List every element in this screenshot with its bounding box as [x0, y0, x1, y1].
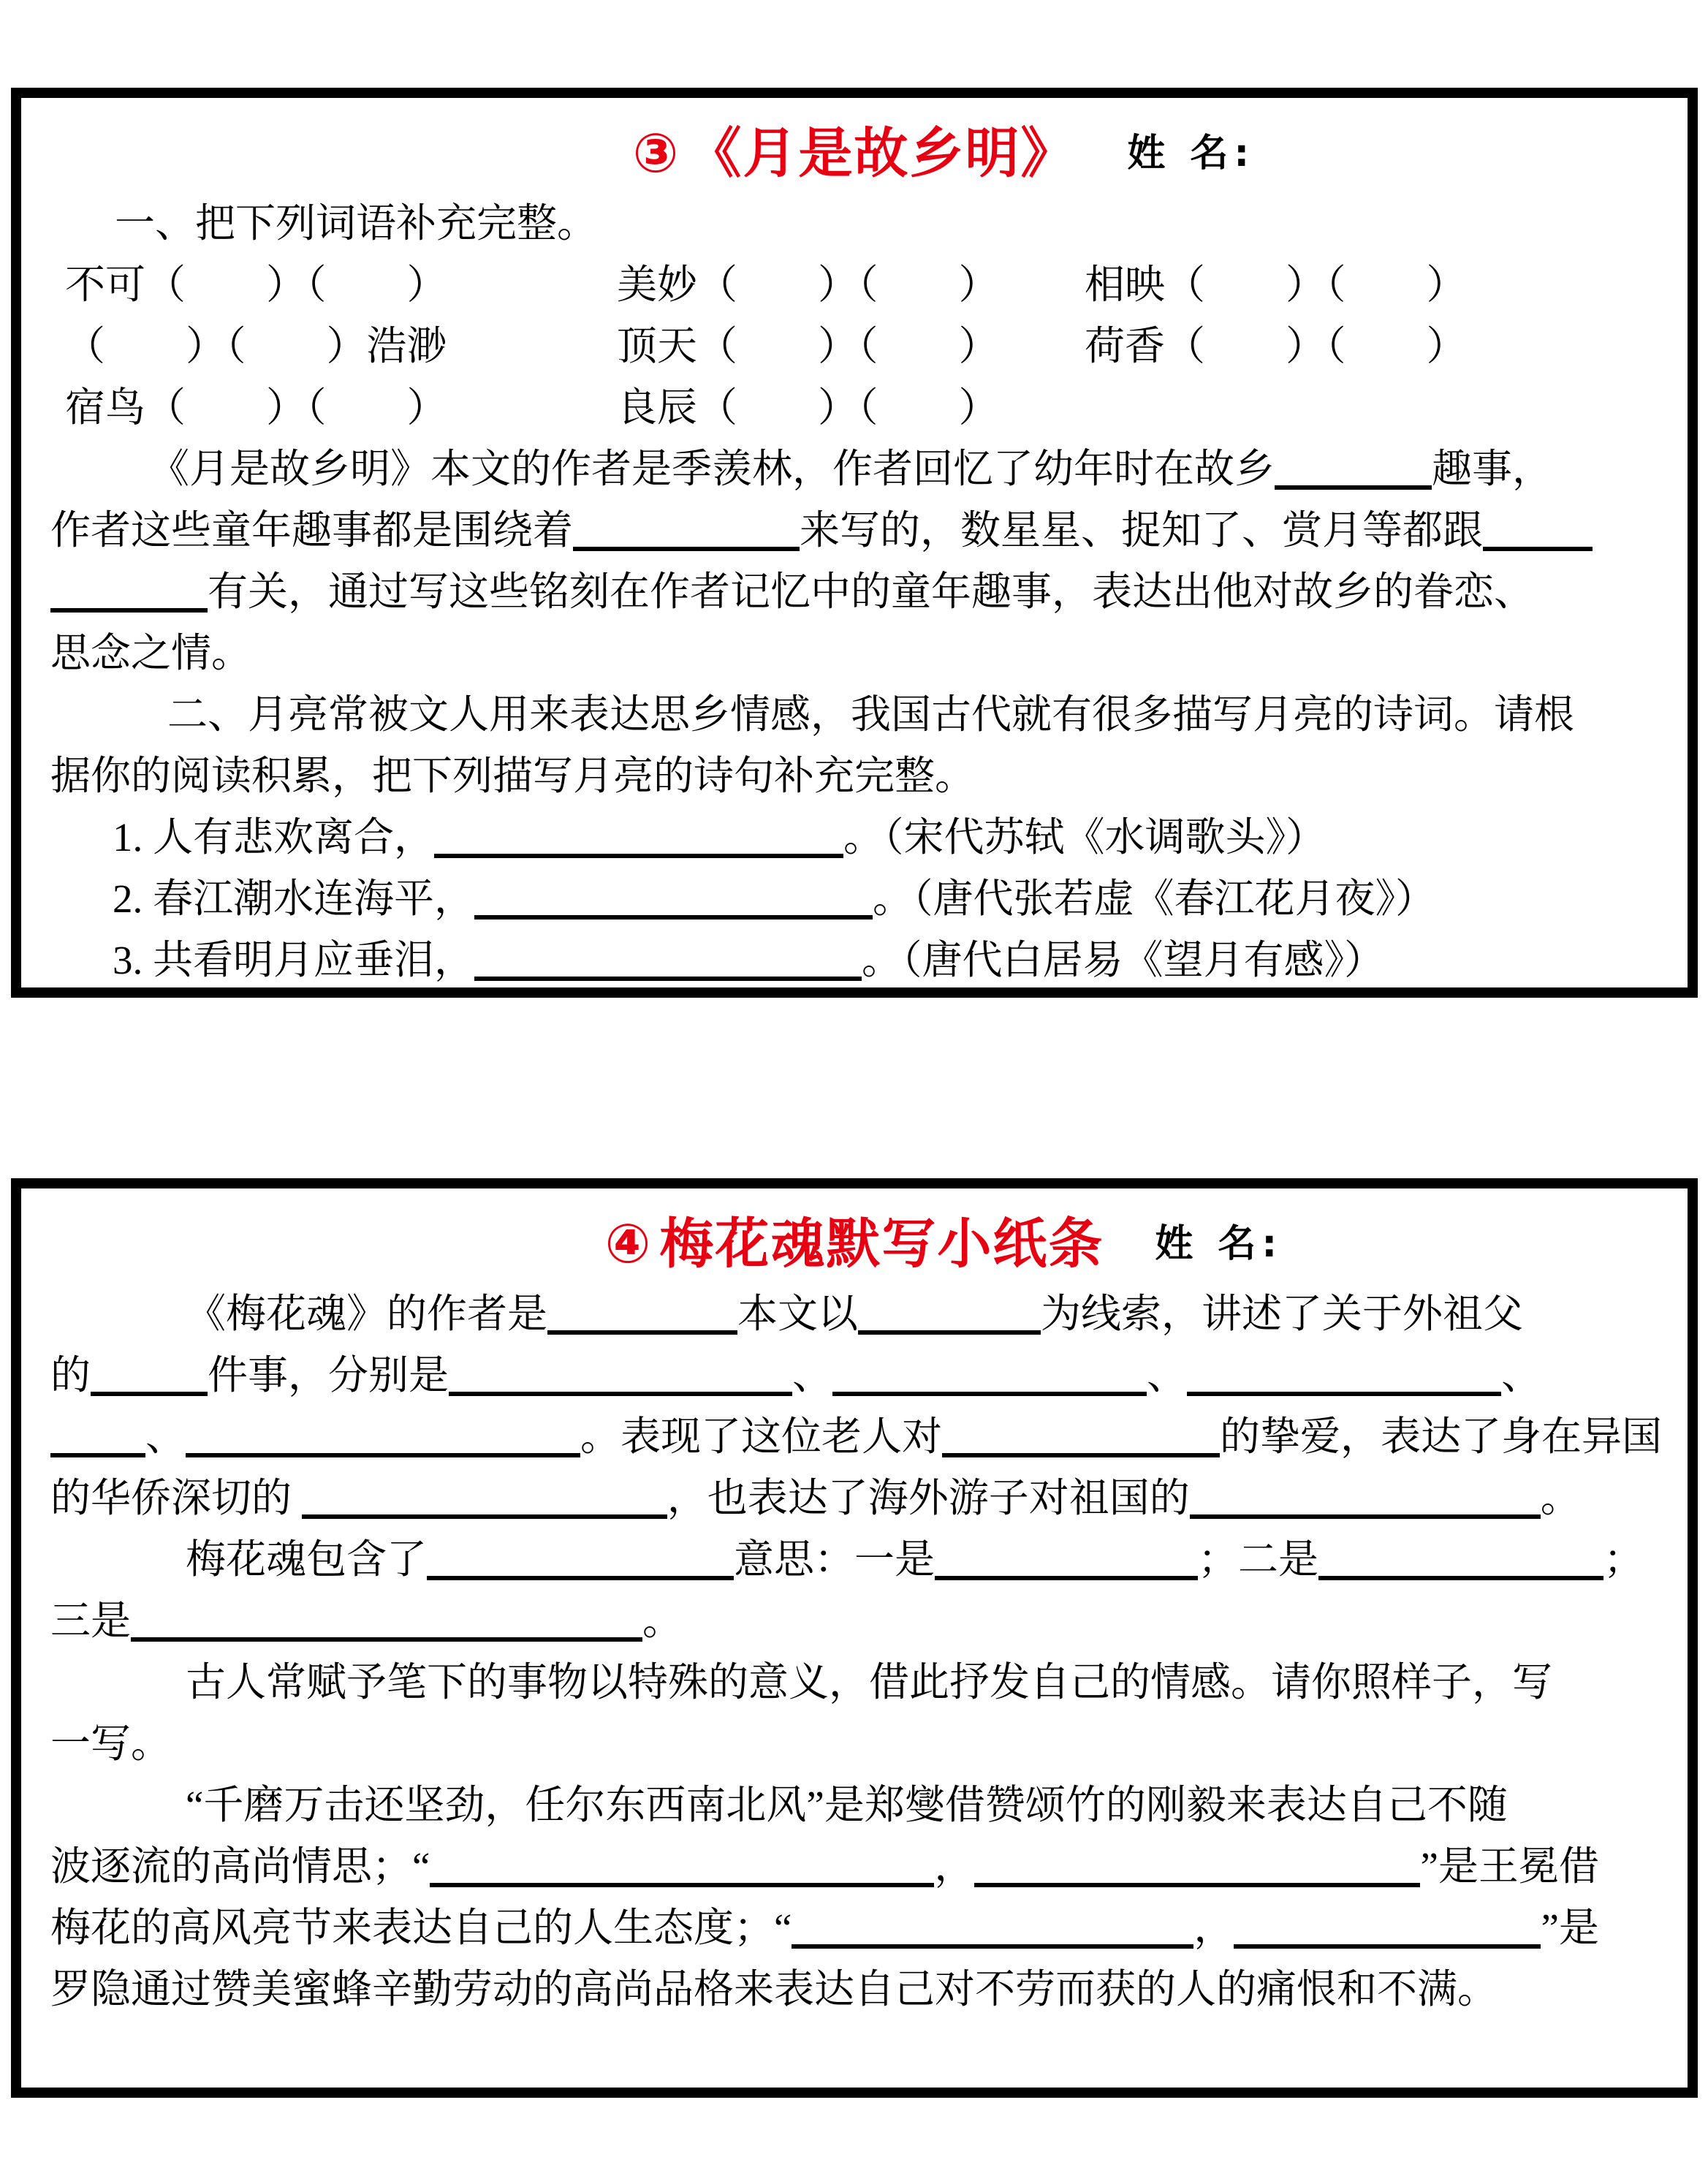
plum-summary-paragraph — [50, 1284, 1663, 1529]
text-run: 的挚爱，表达了身在异国 — [1220, 1414, 1663, 1459]
text-run: 。 — [1540, 1476, 1581, 1520]
word-row — [50, 377, 1658, 439]
fill-in-blank[interactable] — [832, 1362, 1147, 1396]
text-line — [50, 807, 1658, 868]
text-run: 二、月亮常被文人用来表达思乡情感，我国古代就有很多描写月亮的诗词。请根 — [167, 692, 1575, 737]
box2-name-cell — [1104, 1213, 1658, 1267]
fill-in-blank[interactable] — [91, 1362, 208, 1396]
text-run: 梅花的高风亮节来表达自己的人生态度；“ — [50, 1906, 792, 1950]
author-summary-paragraph — [50, 439, 1658, 684]
text-line — [50, 1713, 1658, 1775]
text-run: 古人常赋予笔下的事物以特殊的意义，借此抒发自己的情感。请你照样子，写 — [186, 1660, 1553, 1705]
box1-header — [50, 105, 1658, 193]
text-line — [50, 439, 1658, 500]
word-row — [50, 316, 1658, 377]
text-run: 波逐流的高尚情思；“ — [50, 1844, 430, 1889]
text-line — [50, 1775, 1658, 1836]
box1-title-text: 《月是故乡明》 — [687, 122, 1077, 185]
text-line — [50, 1959, 1658, 2020]
fill-in-blank[interactable] — [50, 579, 208, 613]
fill-in-blank[interactable] — [449, 1362, 792, 1396]
fill-in-blank[interactable] — [427, 1547, 734, 1580]
text-run: 的 — [50, 1353, 91, 1398]
word-completion-item: 美妙（ ）（ ） — [617, 262, 999, 307]
fill-in-blank[interactable] — [1187, 1362, 1501, 1396]
word-completion-item: （ ）（ ）浩渺 — [65, 324, 447, 368]
text-line — [50, 1468, 1658, 1529]
box1-title — [633, 110, 1077, 188]
text-run: 、 — [1147, 1353, 1188, 1398]
text-line — [50, 746, 1658, 807]
circled-number-3-icon: ③ — [632, 122, 680, 185]
text-run: 罗隐通过赞美蜜蜂辛勤劳动的高尚品格来表达自己对不劳而获的人的痛恨和不满。 — [50, 1967, 1498, 2012]
text-run: 作者这些童年趣事都是围绕着 — [50, 508, 574, 553]
fill-in-blank[interactable] — [573, 517, 800, 551]
text-line — [50, 500, 1658, 561]
fill-in-blank[interactable] — [474, 886, 873, 920]
fill-in-blank[interactable] — [1318, 1547, 1603, 1580]
text-line — [50, 1406, 1663, 1468]
text-run: 《梅花魂》的作者是 — [186, 1292, 548, 1336]
text-line — [50, 1652, 1658, 1713]
worksheet-box-moon-hometown — [11, 88, 1698, 998]
text-run: ；二是 — [1198, 1537, 1319, 1582]
text-line — [50, 623, 1658, 684]
box2-title-text: 梅花魂默写小纸条 — [659, 1213, 1104, 1275]
text-run: 三是 — [50, 1599, 132, 1643]
fill-in-blank[interactable] — [974, 1854, 1420, 1887]
text-line — [50, 930, 1658, 991]
word-row — [50, 254, 1658, 316]
fill-in-blank[interactable] — [1483, 517, 1593, 551]
fill-in-blank[interactable] — [434, 824, 843, 858]
text-run: 意思：一是 — [734, 1537, 935, 1582]
text-run: 2. 春江潮水连海平， — [113, 876, 475, 921]
box1-name-label: 姓 名: — [1127, 131, 1256, 175]
text-run: 为线索，讲述了关于外祖父 — [1041, 1292, 1524, 1336]
text-run: ， — [934, 1844, 975, 1889]
text-line — [50, 1897, 1658, 1959]
text-run: 来写的，数星星、捉知了、赏月等都跟 — [800, 508, 1484, 553]
text-run: ，也表达了海外游子对祖国的 — [667, 1476, 1190, 1520]
fill-in-blank[interactable] — [430, 1854, 934, 1887]
text-run: 趣事， — [1432, 447, 1553, 491]
fill-in-blank[interactable] — [131, 1608, 642, 1642]
text-run: 的华侨深切的 — [50, 1476, 302, 1520]
box2-title — [605, 1201, 1104, 1278]
text-run: “千磨万击还坚劲，任尔东西南北风”是郑燮借赞颂竹的刚毅来表达自己不随 — [186, 1783, 1508, 1827]
text-run: 梅花魂包含了 — [186, 1537, 428, 1582]
text-run: 据你的阅读积累，把下列描写月亮的诗句补充完整。 — [50, 754, 976, 798]
circled-number-4-icon: ④ — [604, 1213, 653, 1275]
word-completion-item: 顶天（ ）（ ） — [617, 324, 999, 368]
text-run: 。（唐代白居易《望月有感》） — [862, 938, 1385, 982]
text-line — [50, 1590, 1658, 1652]
word-completion-item: 不可（ ）（ ） — [65, 262, 447, 307]
text-run: 、 — [792, 1353, 833, 1398]
text-run: 。 — [642, 1599, 683, 1643]
text-line — [50, 868, 1658, 930]
fill-in-blank[interactable] — [547, 1301, 737, 1335]
text-run: 3. 共看明月应垂泪， — [113, 938, 475, 982]
text-line — [50, 1836, 1658, 1897]
box2-header — [50, 1196, 1658, 1284]
text-line — [50, 1529, 1658, 1590]
text-line — [50, 1345, 1658, 1406]
text-run: 1. 人有悲欢离合， — [113, 815, 435, 860]
plum-meaning-paragraph — [50, 1529, 1658, 1652]
fill-in-blank[interactable] — [50, 1424, 145, 1457]
fill-in-blank[interactable] — [792, 1915, 1193, 1949]
text-run: 件事，分别是 — [208, 1353, 449, 1398]
text-run: ”是 — [1541, 1906, 1599, 1950]
fill-in-blank[interactable] — [302, 1485, 667, 1519]
word-completion-item: 荷香（ ）（ ） — [1085, 324, 1467, 368]
fill-in-blank[interactable] — [1275, 456, 1432, 490]
poem-completion-list — [50, 807, 1658, 991]
word-completion-item: 相映（ ）（ ） — [1085, 262, 1467, 307]
text-run: 一写。 — [50, 1721, 172, 1766]
fill-in-blank[interactable] — [474, 947, 862, 981]
word-completion-grid — [50, 254, 1658, 439]
section-one-heading: 一、把下列词语补充完整。 — [115, 201, 598, 246]
fill-in-blank[interactable] — [186, 1424, 580, 1457]
text-run: 本文以 — [737, 1292, 859, 1336]
fill-in-blank[interactable] — [858, 1301, 1041, 1335]
quote-examples-paragraph — [50, 1775, 1658, 2020]
section-two-instructions — [50, 684, 1658, 807]
text-run: 。（宋代苏轼《水调歌头》） — [843, 815, 1326, 860]
text-run: 《月是故乡明》本文的作者是季羡林，作者回忆了幼年时在故乡 — [149, 447, 1275, 491]
text-run: 、 — [145, 1414, 186, 1459]
word-completion-item: 宿鸟（ ）（ ） — [65, 385, 447, 430]
text-line — [50, 684, 1658, 746]
fill-in-blank[interactable] — [1234, 1915, 1541, 1949]
box1-name-cell — [1076, 122, 1658, 177]
text-run: 有关，通过写这些铭刻在作者记忆中的童年趣事，表达出他对故乡的眷恋、 — [208, 569, 1535, 614]
text-line — [50, 561, 1658, 623]
text-run: 思念之情。 — [50, 631, 252, 675]
imitation-instructions-paragraph — [50, 1652, 1658, 1775]
word-completion-item: 良辰（ ）（ ） — [617, 385, 999, 430]
text-run: ； — [1603, 1537, 1644, 1582]
text-run: 、 — [1501, 1353, 1542, 1398]
text-run: ”是王冕借 — [1420, 1844, 1599, 1889]
box2-name-label: 姓 名: — [1155, 1221, 1283, 1266]
fill-in-blank[interactable] — [942, 1424, 1220, 1457]
text-run: ， — [1193, 1906, 1234, 1950]
fill-in-blank[interactable] — [1190, 1485, 1541, 1519]
text-line — [50, 1284, 1658, 1345]
text-run: 。表现了这位老人对 — [580, 1414, 943, 1459]
fill-in-blank[interactable] — [935, 1547, 1198, 1580]
worksheet-box-plum-blossom — [11, 1178, 1698, 2098]
text-run: 。（唐代张若虚《春江花月夜》） — [873, 876, 1436, 921]
